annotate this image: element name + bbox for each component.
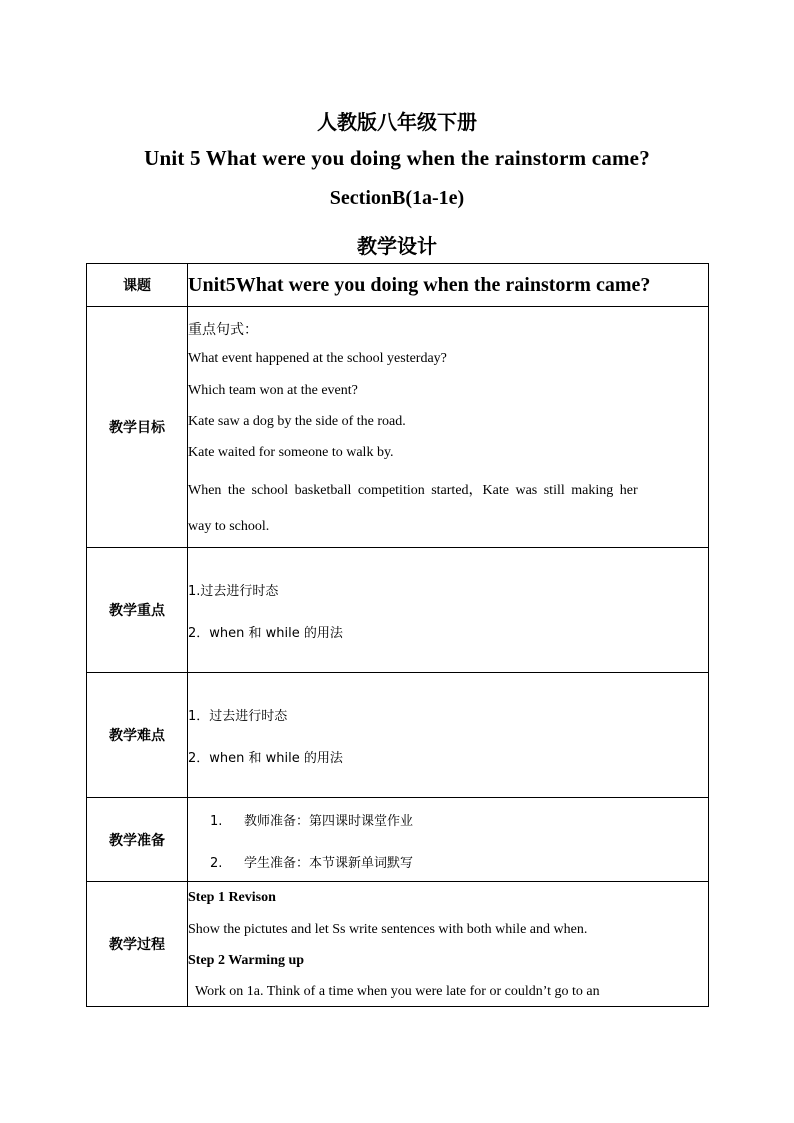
- doc-title-design: 教学设计: [357, 234, 437, 258]
- difficulty-item: 2．when 和 while 的用法: [188, 751, 343, 766]
- preparation-text: 教师准备：第四课时课堂作业: [244, 814, 414, 829]
- step2-title: Step 2 Warming up: [188, 953, 305, 968]
- cell-preparation: [188, 798, 709, 882]
- row-preparation: [87, 798, 709, 882]
- preparation-item: [188, 810, 708, 852]
- row-objectives: [87, 307, 709, 548]
- key-point-item: 1.过去进行时态: [188, 584, 279, 599]
- preparation-number: 1.: [210, 814, 223, 829]
- objectives-intro: 重点句式：: [188, 322, 258, 338]
- doc-title-chinese: 人教版八年级下册: [317, 110, 477, 134]
- cell-key-points: [188, 548, 709, 673]
- label-topic: 课题: [87, 264, 188, 307]
- topic-value: Unit5What were you doing when the rainstorm came?: [188, 274, 651, 296]
- doc-title-section: SectionB(1a-1e): [329, 187, 465, 209]
- doc-title-unit: Unit 5 What were you doing when the rainstorm came?: [144, 146, 650, 170]
- step2-text: Work on 1a. Think of a time when you were late for or couldn’t go to an: [195, 984, 600, 999]
- preparation-text: 学生准备：本节课新单词默写: [244, 856, 414, 871]
- key-point-item: 2．when 和 while 的用法: [188, 626, 343, 641]
- objective-line: way to school.: [188, 519, 270, 534]
- label-process: 教学过程: [87, 882, 188, 1007]
- row-topic: [87, 264, 709, 307]
- cell-process: [188, 882, 709, 1007]
- cell-topic: [188, 264, 709, 307]
- cell-objectives: [188, 307, 709, 548]
- label-preparation: 教学准备: [87, 798, 188, 882]
- objective-line: Which team won at the event?: [188, 383, 358, 398]
- preparation-number: 2.: [210, 856, 223, 871]
- label-difficulties: 教学难点: [87, 673, 188, 798]
- objective-line: What event happened at the school yesterday?: [188, 351, 447, 366]
- difficulty-item: 1．过去进行时态: [188, 709, 288, 724]
- preparation-item: [188, 852, 708, 871]
- cell-difficulties: [188, 673, 709, 798]
- step1-title: Step 1 Revison: [188, 890, 276, 905]
- label-objectives: 教学目标: [87, 307, 188, 548]
- objective-line: Kate saw a dog by the side of the road.: [188, 414, 406, 429]
- row-difficulties: [87, 673, 709, 798]
- row-process: [87, 882, 709, 1007]
- label-key-points: 教学重点: [87, 548, 188, 673]
- lesson-plan-table: [86, 263, 709, 1007]
- row-key-points: [87, 548, 709, 673]
- step1-text: Show the pictutes and let Ss write sentences with both while and when.: [188, 922, 588, 937]
- objective-line: When the school basketball competition started，Kate was still making her: [188, 483, 638, 498]
- objective-line: Kate waited for someone to walk by.: [188, 445, 394, 460]
